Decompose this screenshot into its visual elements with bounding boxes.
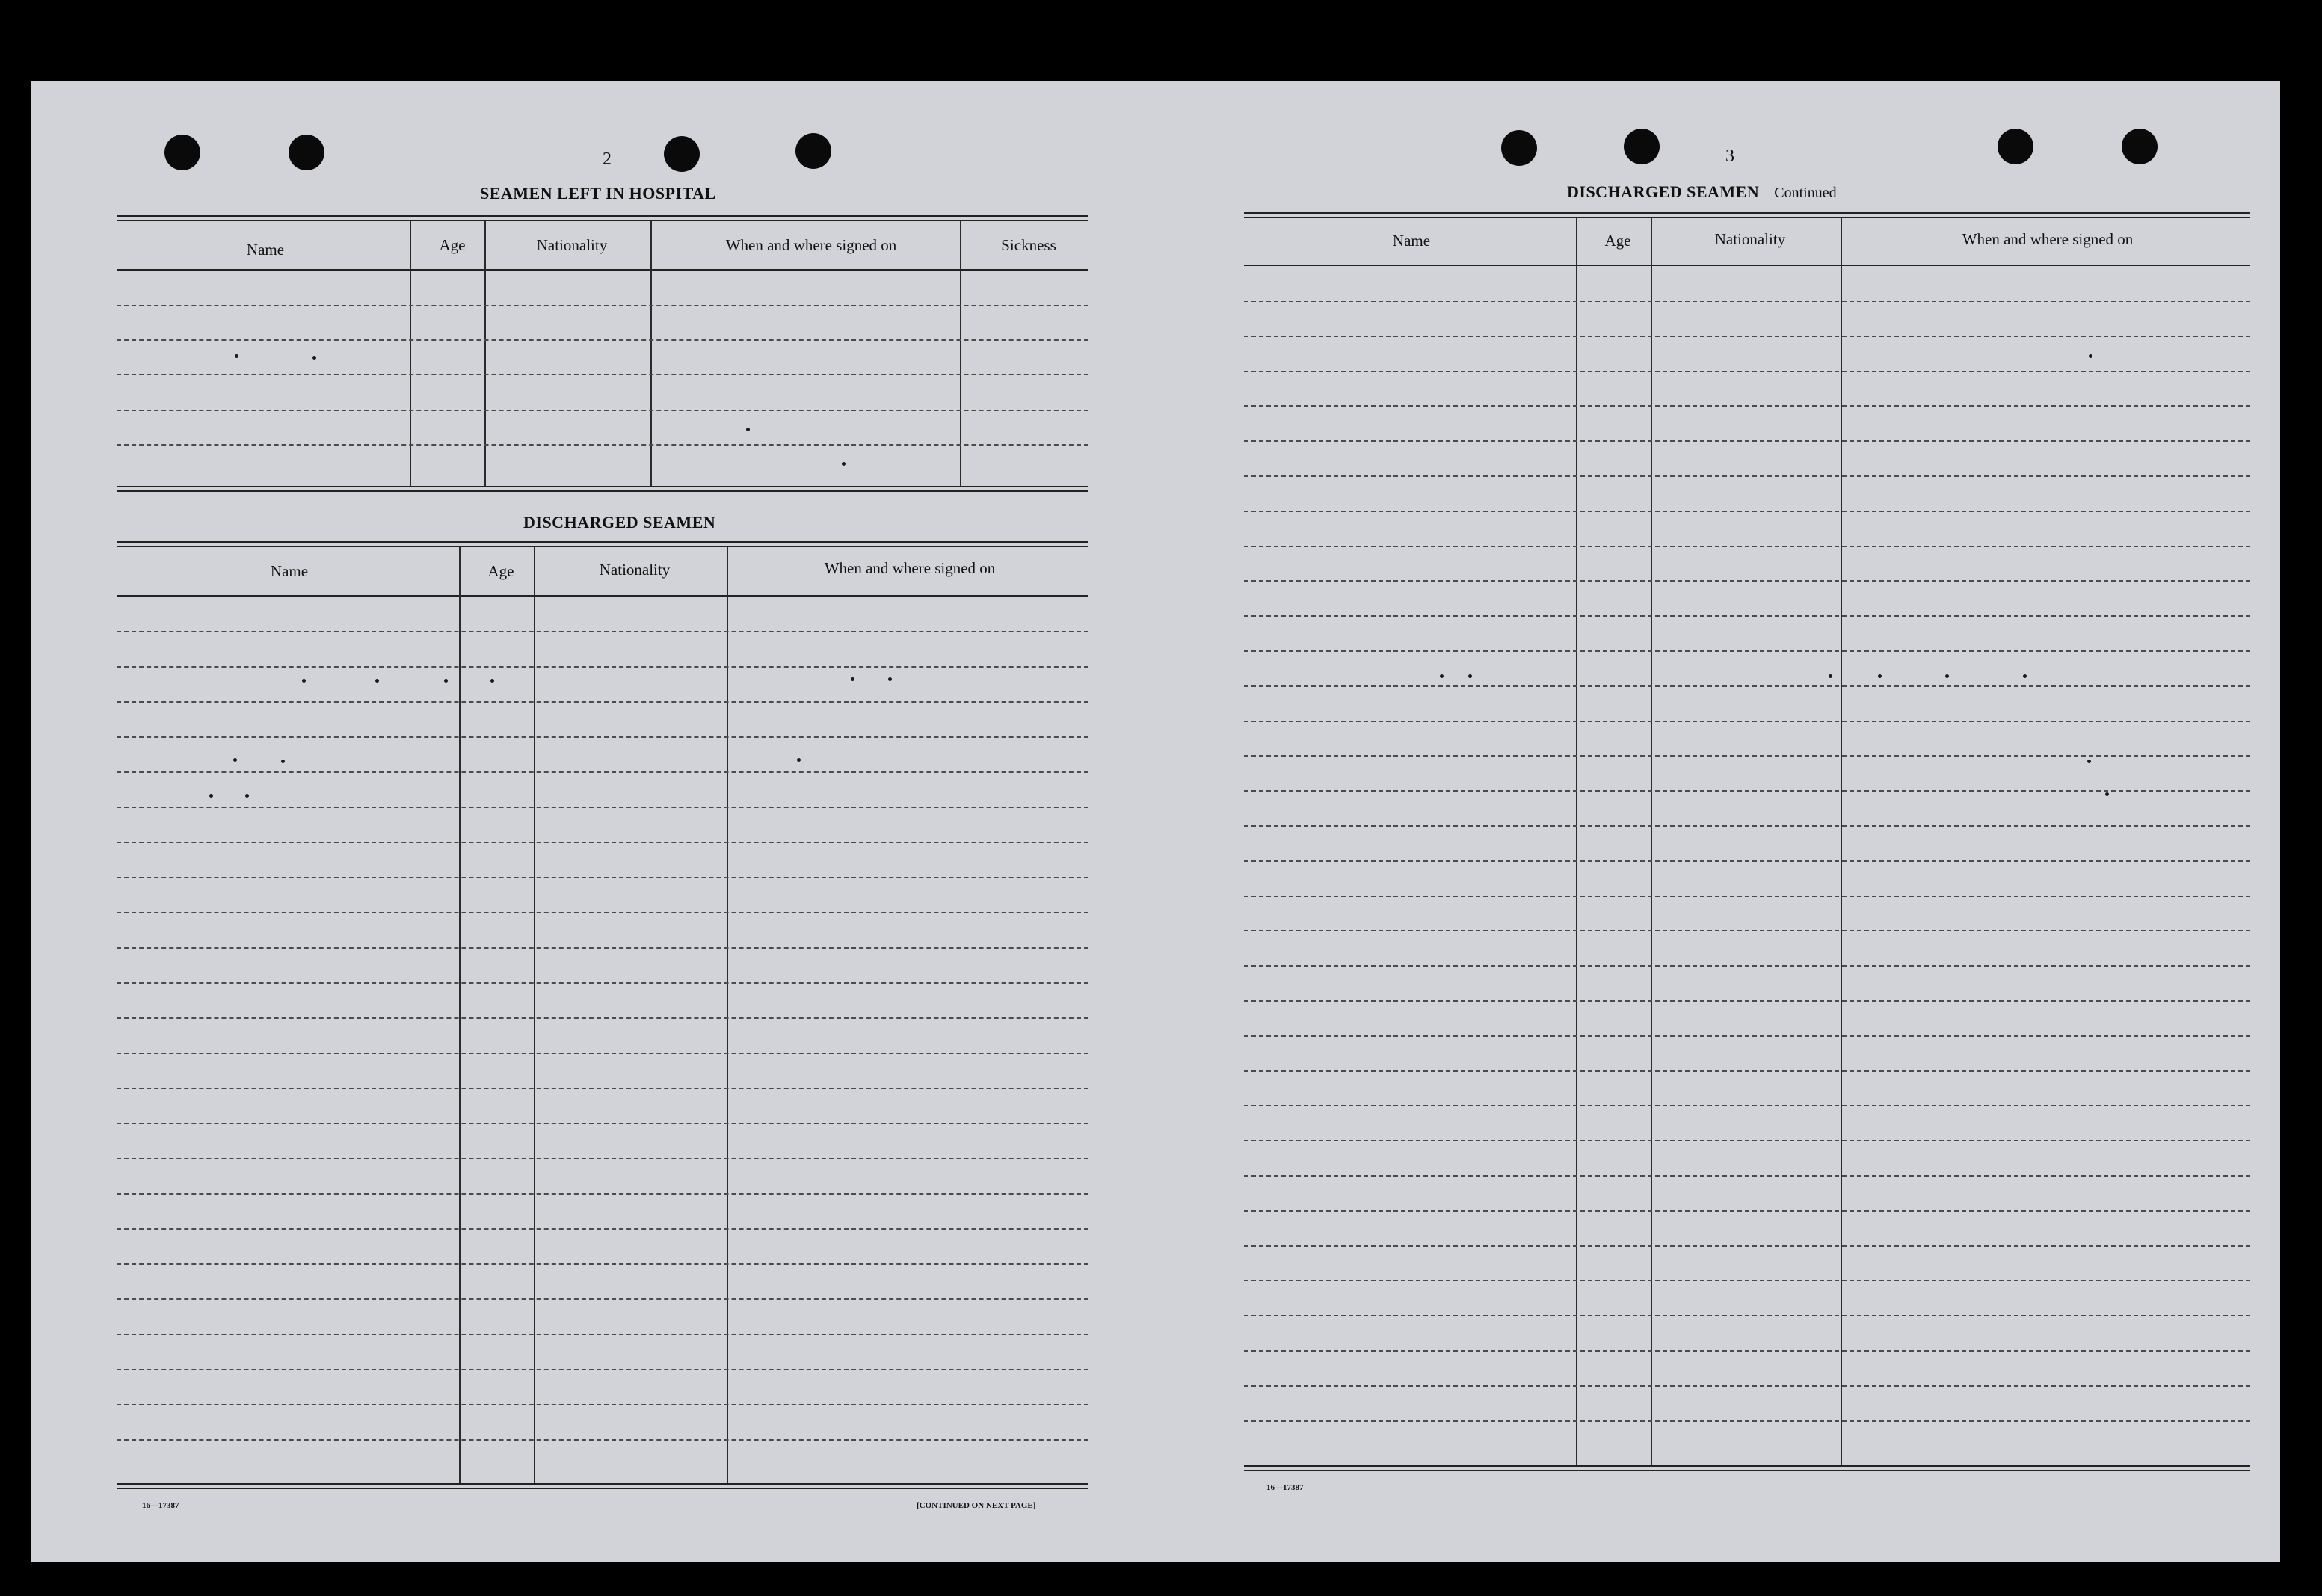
punch-hole [289,135,324,170]
column-divider [960,221,961,486]
header-rule [1244,265,2250,266]
ink-speck [746,428,750,431]
header-rule [117,269,1088,271]
table-row [117,666,1088,668]
ink-speck [444,679,448,683]
table-row [117,1263,1088,1265]
table-row [1244,1210,2250,1212]
table-row [1244,1035,2250,1037]
table-row [1244,615,2250,617]
table-row [1244,1280,2250,1281]
table-row [1244,405,2250,407]
table-row [1244,475,2250,477]
scanned-form-spread [31,81,2280,1562]
ink-speck [2023,674,2027,678]
table-row [1244,580,2250,582]
column-header-signed-on: When and where signed on [824,559,996,577]
table-row [1244,930,2250,931]
table-row [117,877,1088,878]
table-row [1244,1105,2250,1106]
ink-speck [1468,674,1472,678]
punch-hole [2122,129,2158,164]
column-divider [459,547,461,1483]
table-row [1244,1245,2250,1247]
ink-speck [1829,674,1832,678]
punch-hole [164,135,200,170]
table-row [117,771,1088,773]
page-number: 3 [1725,147,1734,166]
table-row [117,444,1088,446]
rule [1244,217,2250,218]
table-row [1244,1385,2250,1387]
table-row [1244,301,2250,302]
table-row [1244,1420,2250,1422]
table-row [1244,1070,2250,1072]
column-divider [410,221,411,486]
column-divider [727,547,728,1483]
section-title-suffix: —Continued [1759,185,1837,201]
ink-speck [209,794,213,798]
ink-speck [281,760,285,763]
column-divider [650,221,652,486]
column-header-signed-on: When and where signed on [725,236,897,254]
table-row [117,1298,1088,1300]
table-row [1244,1350,2250,1352]
rule [117,490,1088,492]
ink-speck [851,677,854,681]
table-row [117,1228,1088,1230]
table-row [117,701,1088,703]
column-header-nationality: Nationality [536,236,608,254]
continued-note: [CONTINUED ON NEXT PAGE] [917,1501,1036,1510]
table-row [117,1334,1088,1335]
table-row [1244,511,2250,512]
ink-speck [2105,792,2109,796]
table-row [1244,965,2250,967]
column-header-name: Name [270,562,309,580]
rule [1244,1470,2250,1471]
section-title-hospital: SEAMEN LEFT IN HOSPITAL [480,184,716,203]
punch-hole [664,136,700,172]
table-row [1244,440,2250,442]
ink-speck [1440,674,1444,678]
table-row [1244,685,2250,687]
ink-speck [2089,354,2092,358]
table-row [117,736,1088,738]
page-number: 2 [603,150,612,169]
section-title-text: DISCHARGED SEAMEN [1567,182,1760,201]
punch-hole [1624,129,1660,164]
ink-speck [245,794,249,798]
ink-speck [302,679,306,683]
column-header-signed-on: When and where signed on [1962,230,2134,248]
section-title-discharged: DISCHARGED SEAMEN [523,513,716,532]
rule [117,546,1088,547]
table-row [1244,825,2250,827]
table-row [1244,371,2250,372]
table-row [117,1158,1088,1159]
punch-hole [1998,129,2033,164]
table-row [117,1369,1088,1370]
table-row [1244,336,2250,337]
table-row [117,1053,1088,1054]
table-row [1244,1175,2250,1177]
ink-speck [233,758,237,762]
table-row [1244,1315,2250,1316]
column-header-age: Age [439,236,466,254]
rule [117,486,1088,487]
column-header-sickness: Sickness [1001,236,1056,254]
ink-speck [888,677,892,681]
table-row [1244,546,2250,547]
table-row [1244,650,2250,652]
rule [1244,212,2250,214]
column-divider [484,221,486,486]
ink-speck [797,758,801,762]
table-row [117,1404,1088,1405]
table-row [1244,896,2250,897]
form-number: 16—17387 [142,1501,179,1510]
table-row [117,305,1088,306]
table-row [117,842,1088,843]
table-row [117,912,1088,913]
table-row [1244,1000,2250,1002]
table-row [117,1193,1088,1195]
table-row [117,1123,1088,1124]
table-row [1244,790,2250,792]
ink-speck [490,679,494,683]
table-row [1244,1140,2250,1141]
punch-hole [1501,130,1537,166]
rule [1244,1465,2250,1467]
table-row [117,807,1088,808]
section-title-discharged-continued [1567,182,1837,202]
table-row [117,947,1088,949]
column-divider [534,547,535,1483]
ink-speck [1945,674,1949,678]
column-header-age: Age [1604,232,1631,250]
column-header-name: Name [246,241,285,259]
ink-speck [842,462,846,466]
ink-speck [1878,674,1882,678]
ink-speck [235,354,238,358]
rule [117,220,1088,221]
column-header-age: Age [487,562,514,580]
column-header-name: Name [1392,232,1431,250]
table-row [1244,721,2250,722]
table-row [117,1439,1088,1441]
table-row [117,1017,1088,1019]
column-header-nationality: Nationality [1714,230,1786,248]
table-row [1244,755,2250,757]
ink-speck [312,356,316,360]
table-row [117,374,1088,375]
rule [117,215,1088,217]
table-row [117,631,1088,632]
rule [117,541,1088,543]
header-rule [117,595,1088,597]
table-row [1244,860,2250,862]
ink-speck [375,679,379,683]
table-row [117,339,1088,341]
table-row [117,410,1088,411]
table-row [117,982,1088,984]
ink-speck [2087,760,2091,763]
column-header-nationality: Nationality [599,561,671,579]
form-number: 16—17387 [1266,1483,1304,1492]
punch-hole [795,133,831,169]
rule [117,1483,1088,1485]
table-row [117,1088,1088,1089]
rule [117,1488,1088,1489]
